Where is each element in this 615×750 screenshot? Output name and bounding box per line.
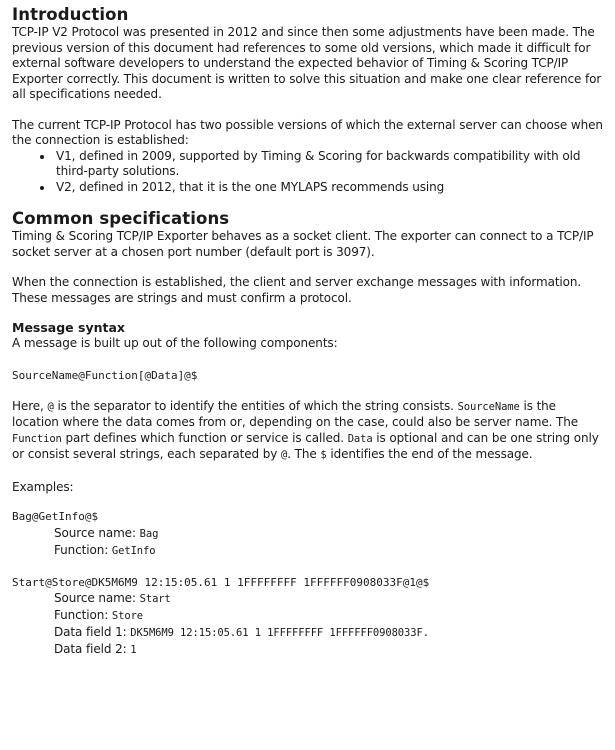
- desc-code: $: [320, 449, 327, 461]
- detail-value: DK5M6M9 12:15:05.61 1 1FFFFFFFF 1FFFFFF0908033F.: [130, 627, 429, 639]
- desc-code: @: [47, 400, 54, 413]
- detail-label: Data field 1:: [54, 625, 131, 639]
- example-detail: [12, 590, 603, 607]
- desc-text: identifies the end of the message.: [326, 447, 533, 461]
- example-detail: [12, 607, 603, 624]
- example-2: [12, 575, 603, 659]
- examples-label: Examples:: [12, 479, 74, 494]
- example-1: [12, 509, 603, 559]
- detail-label: Source name:: [54, 591, 140, 605]
- desc-text: is the separator to identify the entities of which the string consists.: [53, 398, 458, 413]
- detail-label: Function:: [54, 608, 112, 622]
- syntax-intro: A message is built up out of the following components:: [12, 336, 338, 350]
- detail-value: Store: [111, 610, 144, 622]
- example-message: Bag@GetInfo@$: [12, 510, 99, 523]
- example-detail: [12, 525, 603, 542]
- desc-text: Here,: [12, 398, 48, 413]
- version-list: [12, 149, 603, 196]
- desc-text: . The: [287, 447, 321, 461]
- detail-value: Bag: [139, 527, 159, 540]
- detail-label: Function:: [54, 542, 112, 557]
- desc-text: is optional and can be one string only or consist several strings, each separated by: [12, 430, 599, 461]
- version-list-item-v2: • V2, defined in 2012, that it is the one MYLAPS recommends using: [54, 180, 603, 196]
- detail-value: 1: [130, 644, 137, 656]
- desc-code: Data: [347, 432, 373, 445]
- heading-message-syntax: Message syntax: [12, 320, 125, 335]
- desc-text: is the location where the data comes from or, depending on the case, could also be server name. The: [12, 398, 579, 429]
- detail-label: Data field 2:: [54, 642, 131, 656]
- example-detail: [12, 641, 603, 658]
- version-list-item-v1: • V1, defined in 2009, supported by Timing & Scoring for backwards compatibility with old third-party solutions.: [54, 149, 603, 180]
- common-paragraph-2: When the connection is established, the client and server exchange messages with information. These messages are strings and must confirm a protocol.: [12, 275, 582, 305]
- intro-paragraph-2: The current TCP-IP Protocol has two possible versions of which the external server can choose when the connection is established:: [12, 117, 603, 147]
- heading-introduction: Introduction: [12, 5, 129, 24]
- example-message: Start@Store@DK5M6M9 12:15:05.61 1 1FFFFFFFF 1FFFFFF0908033F@1@$: [12, 575, 430, 589]
- example-detail: [12, 624, 603, 641]
- detail-value: GetInfo: [111, 544, 156, 557]
- syntax-format: SourceName@Function[@Data]@$: [12, 368, 198, 382]
- desc-code: Function: [12, 432, 62, 445]
- desc-code: SourceName: [457, 400, 520, 413]
- heading-common-specifications: Common specifications: [12, 209, 230, 228]
- detail-value: Start: [139, 593, 171, 605]
- desc-code: @: [280, 449, 288, 461]
- detail-label: Source name:: [54, 525, 140, 540]
- common-paragraph-1: Timing & Scoring TCP/IP Exporter behaves as a socket client. The exporter can connect to a TCP/IP socket server at a chosen port number (default port is 3097).: [12, 229, 594, 259]
- intro-paragraph-1: TCP-IP V2 Protocol was presented in 2012 and since then some adjustments have been made. The previous version of this document had references to some old versions, which made it difficult for external software developers to understand the expected behavior of Timing & Scoring TCP/IP Exporter correctly. This document is written to solve this situation and make one clear reference for all specifications needed.: [12, 25, 602, 101]
- desc-text: part defines which function or service is called.: [61, 430, 348, 445]
- example-detail: [12, 542, 603, 559]
- syntax-description: [12, 399, 603, 464]
